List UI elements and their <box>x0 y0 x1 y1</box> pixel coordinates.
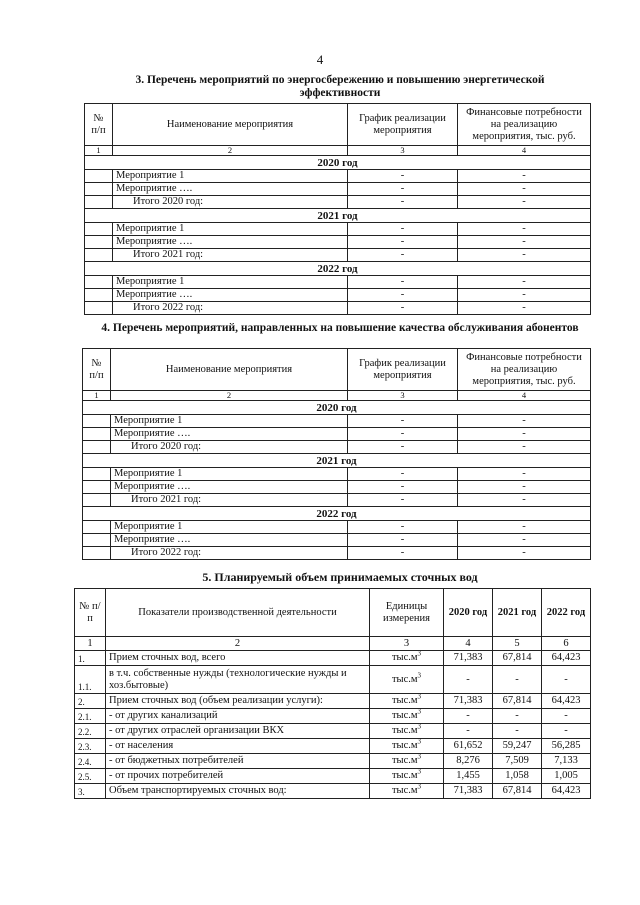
row-number <box>83 481 111 494</box>
table-row <box>83 441 591 454</box>
row-number: 1. <box>75 651 106 666</box>
indicator-name: - от других отраслей организации ВКХ <box>106 724 370 739</box>
finance-value: - <box>458 302 591 315</box>
section-5-rows <box>75 651 591 799</box>
unit-base: тыс.м <box>391 770 418 781</box>
section-4-table <box>82 348 591 560</box>
header-year-2021: 2021 год <box>493 589 542 637</box>
section-5-title: 5. Планируемый объем принимаемых сточных вод <box>202 570 478 584</box>
row-number <box>83 521 111 534</box>
value-2022: 64,423 <box>542 694 591 709</box>
finance-value: - <box>458 521 591 534</box>
header-num: № п/п <box>75 589 106 637</box>
schedule-value: - <box>348 223 458 236</box>
table-row <box>83 428 591 441</box>
activity-name: Итого 2021 год: <box>111 494 348 507</box>
row-number <box>85 183 113 196</box>
row-number: 2.2. <box>75 724 106 739</box>
finance-value: - <box>458 481 591 494</box>
unit-base: тыс.м <box>391 673 418 685</box>
table-row <box>85 236 591 249</box>
row-number: 2. <box>75 694 106 709</box>
finance-value: - <box>458 183 591 196</box>
col-number: 1 <box>75 637 106 651</box>
year-heading: 2021 год <box>85 209 591 223</box>
activity-name: Мероприятие 1 <box>113 170 348 183</box>
value-2020: 71,383 <box>444 784 493 799</box>
indicator-name: - от других канализаций <box>106 709 370 724</box>
header-name: Наименование мероприятия <box>111 349 348 391</box>
activity-name: Мероприятие …. <box>113 236 348 249</box>
indicator-name: - от прочих потребителей <box>106 769 370 784</box>
unit-exponent: 3 <box>417 671 422 679</box>
finance-value: - <box>458 170 591 183</box>
col-number: 2 <box>111 391 348 401</box>
schedule-value: - <box>348 441 458 454</box>
row-number <box>85 170 113 183</box>
unit-value <box>370 709 444 724</box>
section-3-title: 3. Перечень мероприятий по энергосбережению и повышению энергетической эффективности <box>135 74 545 99</box>
unit-value <box>370 784 444 799</box>
header-name: Наименование мероприятия <box>113 104 348 146</box>
col-number: 1 <box>85 146 113 156</box>
schedule-value: - <box>348 468 458 481</box>
section-3-table <box>84 103 591 315</box>
activity-name: Мероприятие …. <box>111 428 348 441</box>
header-num: № п/п <box>85 104 113 146</box>
finance-value: - <box>458 276 591 289</box>
header-finance: Финансовые потребности на реализацию мероприятия, тыс. руб. <box>458 104 591 146</box>
row-number: 2.5. <box>75 769 106 784</box>
row-number <box>83 534 111 547</box>
row-number: 3. <box>75 784 106 799</box>
table-row <box>83 481 591 494</box>
table-row <box>75 651 591 666</box>
unit-value <box>370 754 444 769</box>
value-2022: 1,005 <box>542 769 591 784</box>
activity-name: Мероприятие …. <box>113 289 348 302</box>
value-2022: - <box>542 724 591 739</box>
value-2021: 7,509 <box>493 754 542 769</box>
schedule-value: - <box>348 415 458 428</box>
value-2021: - <box>493 724 542 739</box>
table-row <box>85 289 591 302</box>
year-heading: 2020 год <box>85 156 591 170</box>
schedule-value: - <box>348 196 458 209</box>
value-2021: 67,814 <box>493 651 542 666</box>
value-2022: 7,133 <box>542 754 591 769</box>
unit-base: тыс.м <box>391 785 418 796</box>
schedule-value: - <box>348 534 458 547</box>
schedule-value: - <box>348 170 458 183</box>
row-number <box>85 196 113 209</box>
row-number <box>83 428 111 441</box>
row-number <box>83 468 111 481</box>
indicator-name: в т.ч. собственные нужды (технологические нужды и хоз.бытовые) <box>106 666 370 694</box>
row-number: 1.1. <box>75 666 106 694</box>
activity-name: Мероприятие 1 <box>113 223 348 236</box>
col-number: 2 <box>113 146 348 156</box>
table-row <box>85 170 591 183</box>
col-number: 4 <box>444 637 493 651</box>
row-number <box>85 223 113 236</box>
activity-name: Мероприятие 1 <box>113 276 348 289</box>
section-4-block <box>83 401 591 454</box>
activity-name: Мероприятие 1 <box>111 468 348 481</box>
unit-base: тыс.м <box>391 740 418 751</box>
unit-base: тыс.м <box>391 725 418 736</box>
value-2021: 67,814 <box>493 694 542 709</box>
unit-exponent: 3 <box>417 708 422 716</box>
table-row <box>85 302 591 315</box>
section-4-title: 4. Перечень мероприятий, направленных на повышение качества обслуживания абонентов <box>101 322 579 334</box>
indicator-name: - от населения <box>106 739 370 754</box>
row-number: 2.3. <box>75 739 106 754</box>
header-schedule: График реализации мероприятия <box>348 104 458 146</box>
col-number: 3 <box>348 146 458 156</box>
col-number: 4 <box>458 391 591 401</box>
unit-value <box>370 739 444 754</box>
table-row <box>83 415 591 428</box>
table-row <box>83 547 591 560</box>
table-row <box>75 739 591 754</box>
header-unit: Единицы измерения <box>370 589 444 637</box>
table-row <box>75 724 591 739</box>
row-number <box>83 547 111 560</box>
activity-name: Мероприятие …. <box>111 481 348 494</box>
table-row <box>75 694 591 709</box>
table-row <box>85 276 591 289</box>
value-2022: 56,285 <box>542 739 591 754</box>
col-number: 2 <box>106 637 370 651</box>
schedule-value: - <box>348 547 458 560</box>
finance-value: - <box>458 468 591 481</box>
unit-value <box>370 769 444 784</box>
unit-exponent: 3 <box>417 693 422 701</box>
schedule-value: - <box>348 302 458 315</box>
table-row <box>85 196 591 209</box>
row-number <box>85 276 113 289</box>
value-2021: 1,058 <box>493 769 542 784</box>
header-schedule: График реализации мероприятия <box>348 349 458 391</box>
unit-exponent: 3 <box>417 723 422 731</box>
finance-value: - <box>458 289 591 302</box>
schedule-value: - <box>348 276 458 289</box>
row-number <box>85 302 113 315</box>
col-number: 3 <box>348 391 458 401</box>
section-3-block <box>85 209 591 262</box>
finance-value: - <box>458 428 591 441</box>
section-3-block <box>85 262 591 315</box>
unit-base: тыс.м <box>391 695 418 706</box>
activity-name: Итого 2021 год: <box>113 249 348 262</box>
schedule-value: - <box>348 289 458 302</box>
unit-base: тыс.м <box>391 755 418 766</box>
schedule-value: - <box>348 183 458 196</box>
table-row <box>83 534 591 547</box>
finance-value: - <box>458 249 591 262</box>
indicator-name: Прием сточных вод (объем реализации услуги): <box>106 694 370 709</box>
value-2022: 64,423 <box>542 651 591 666</box>
unit-base: тыс.м <box>391 710 418 721</box>
value-2020: 1,455 <box>444 769 493 784</box>
activity-name: Итого 2022 год: <box>113 302 348 315</box>
value-2020: 71,383 <box>444 694 493 709</box>
schedule-value: - <box>348 521 458 534</box>
value-2021: - <box>493 666 542 694</box>
table-row <box>75 769 591 784</box>
row-number <box>85 249 113 262</box>
activity-name: Итого 2020 год: <box>113 196 348 209</box>
row-number <box>83 494 111 507</box>
finance-value: - <box>458 236 591 249</box>
section-4-block <box>83 454 591 507</box>
activity-name: Мероприятие 1 <box>111 521 348 534</box>
table-row <box>75 754 591 769</box>
indicator-name: - от бюджетных потребителей <box>106 754 370 769</box>
value-2020: 71,383 <box>444 651 493 666</box>
year-heading: 2020 год <box>83 401 591 415</box>
col-number: 1 <box>83 391 111 401</box>
schedule-value: - <box>348 428 458 441</box>
table-row <box>83 494 591 507</box>
activity-name: Мероприятие …. <box>113 183 348 196</box>
finance-value: - <box>458 494 591 507</box>
activity-name: Итого 2020 год: <box>111 441 348 454</box>
table-row <box>83 468 591 481</box>
value-2021: 59,247 <box>493 739 542 754</box>
schedule-value: - <box>348 236 458 249</box>
row-number: 2.4. <box>75 754 106 769</box>
year-heading: 2022 год <box>83 507 591 521</box>
table-row <box>85 183 591 196</box>
finance-value: - <box>458 534 591 547</box>
value-2020: 8,276 <box>444 754 493 769</box>
schedule-value: - <box>348 494 458 507</box>
unit-exponent: 3 <box>417 738 422 746</box>
unit-exponent: 3 <box>417 650 422 658</box>
unit-base: тыс.м <box>391 652 418 663</box>
row-number <box>85 289 113 302</box>
value-2022: - <box>542 709 591 724</box>
unit-exponent: 3 <box>417 768 422 776</box>
value-2020: - <box>444 666 493 694</box>
value-2020: 61,652 <box>444 739 493 754</box>
finance-value: - <box>458 223 591 236</box>
indicator-name: Объем транспортируемых сточных вод: <box>106 784 370 799</box>
header-num: № п/п <box>83 349 111 391</box>
table-row <box>85 223 591 236</box>
finance-value: - <box>458 196 591 209</box>
row-number <box>85 236 113 249</box>
row-number: 2.1. <box>75 709 106 724</box>
unit-value <box>370 651 444 666</box>
finance-value: - <box>458 547 591 560</box>
page-number: 4 <box>316 52 324 67</box>
col-number: 5 <box>493 637 542 651</box>
header-finance: Финансовые потребности на реализацию мероприятия, тыс. руб. <box>458 349 591 391</box>
table-row <box>75 709 591 724</box>
activity-name: Итого 2022 год: <box>111 547 348 560</box>
section-3-block <box>85 156 591 209</box>
finance-value: - <box>458 441 591 454</box>
table-row <box>75 784 591 799</box>
year-heading: 2021 год <box>83 454 591 468</box>
header-year-2020: 2020 год <box>444 589 493 637</box>
schedule-value: - <box>348 481 458 494</box>
col-number: 6 <box>542 637 591 651</box>
table-row <box>85 249 591 262</box>
row-number <box>83 441 111 454</box>
activity-name: Мероприятие 1 <box>111 415 348 428</box>
unit-value <box>370 666 444 694</box>
activity-name: Мероприятие …. <box>111 534 348 547</box>
row-number <box>83 415 111 428</box>
value-2021: 67,814 <box>493 784 542 799</box>
value-2021: - <box>493 709 542 724</box>
table-row <box>75 666 591 694</box>
table-row <box>83 521 591 534</box>
unit-value <box>370 724 444 739</box>
header-year-2022: 2022 год <box>542 589 591 637</box>
schedule-value: - <box>348 249 458 262</box>
header-indicator: Показатели производственной деятельности <box>106 589 370 637</box>
unit-exponent: 3 <box>417 753 422 761</box>
col-number: 3 <box>370 637 444 651</box>
unit-exponent: 3 <box>417 783 422 791</box>
value-2020: - <box>444 709 493 724</box>
section-5-table <box>74 588 591 799</box>
year-heading: 2022 год <box>85 262 591 276</box>
unit-value <box>370 694 444 709</box>
value-2020: - <box>444 724 493 739</box>
indicator-name: Прием сточных вод, всего <box>106 651 370 666</box>
finance-value: - <box>458 415 591 428</box>
section-4-block <box>83 507 591 560</box>
value-2022: - <box>542 666 591 694</box>
value-2022: 64,423 <box>542 784 591 799</box>
col-number: 4 <box>458 146 591 156</box>
